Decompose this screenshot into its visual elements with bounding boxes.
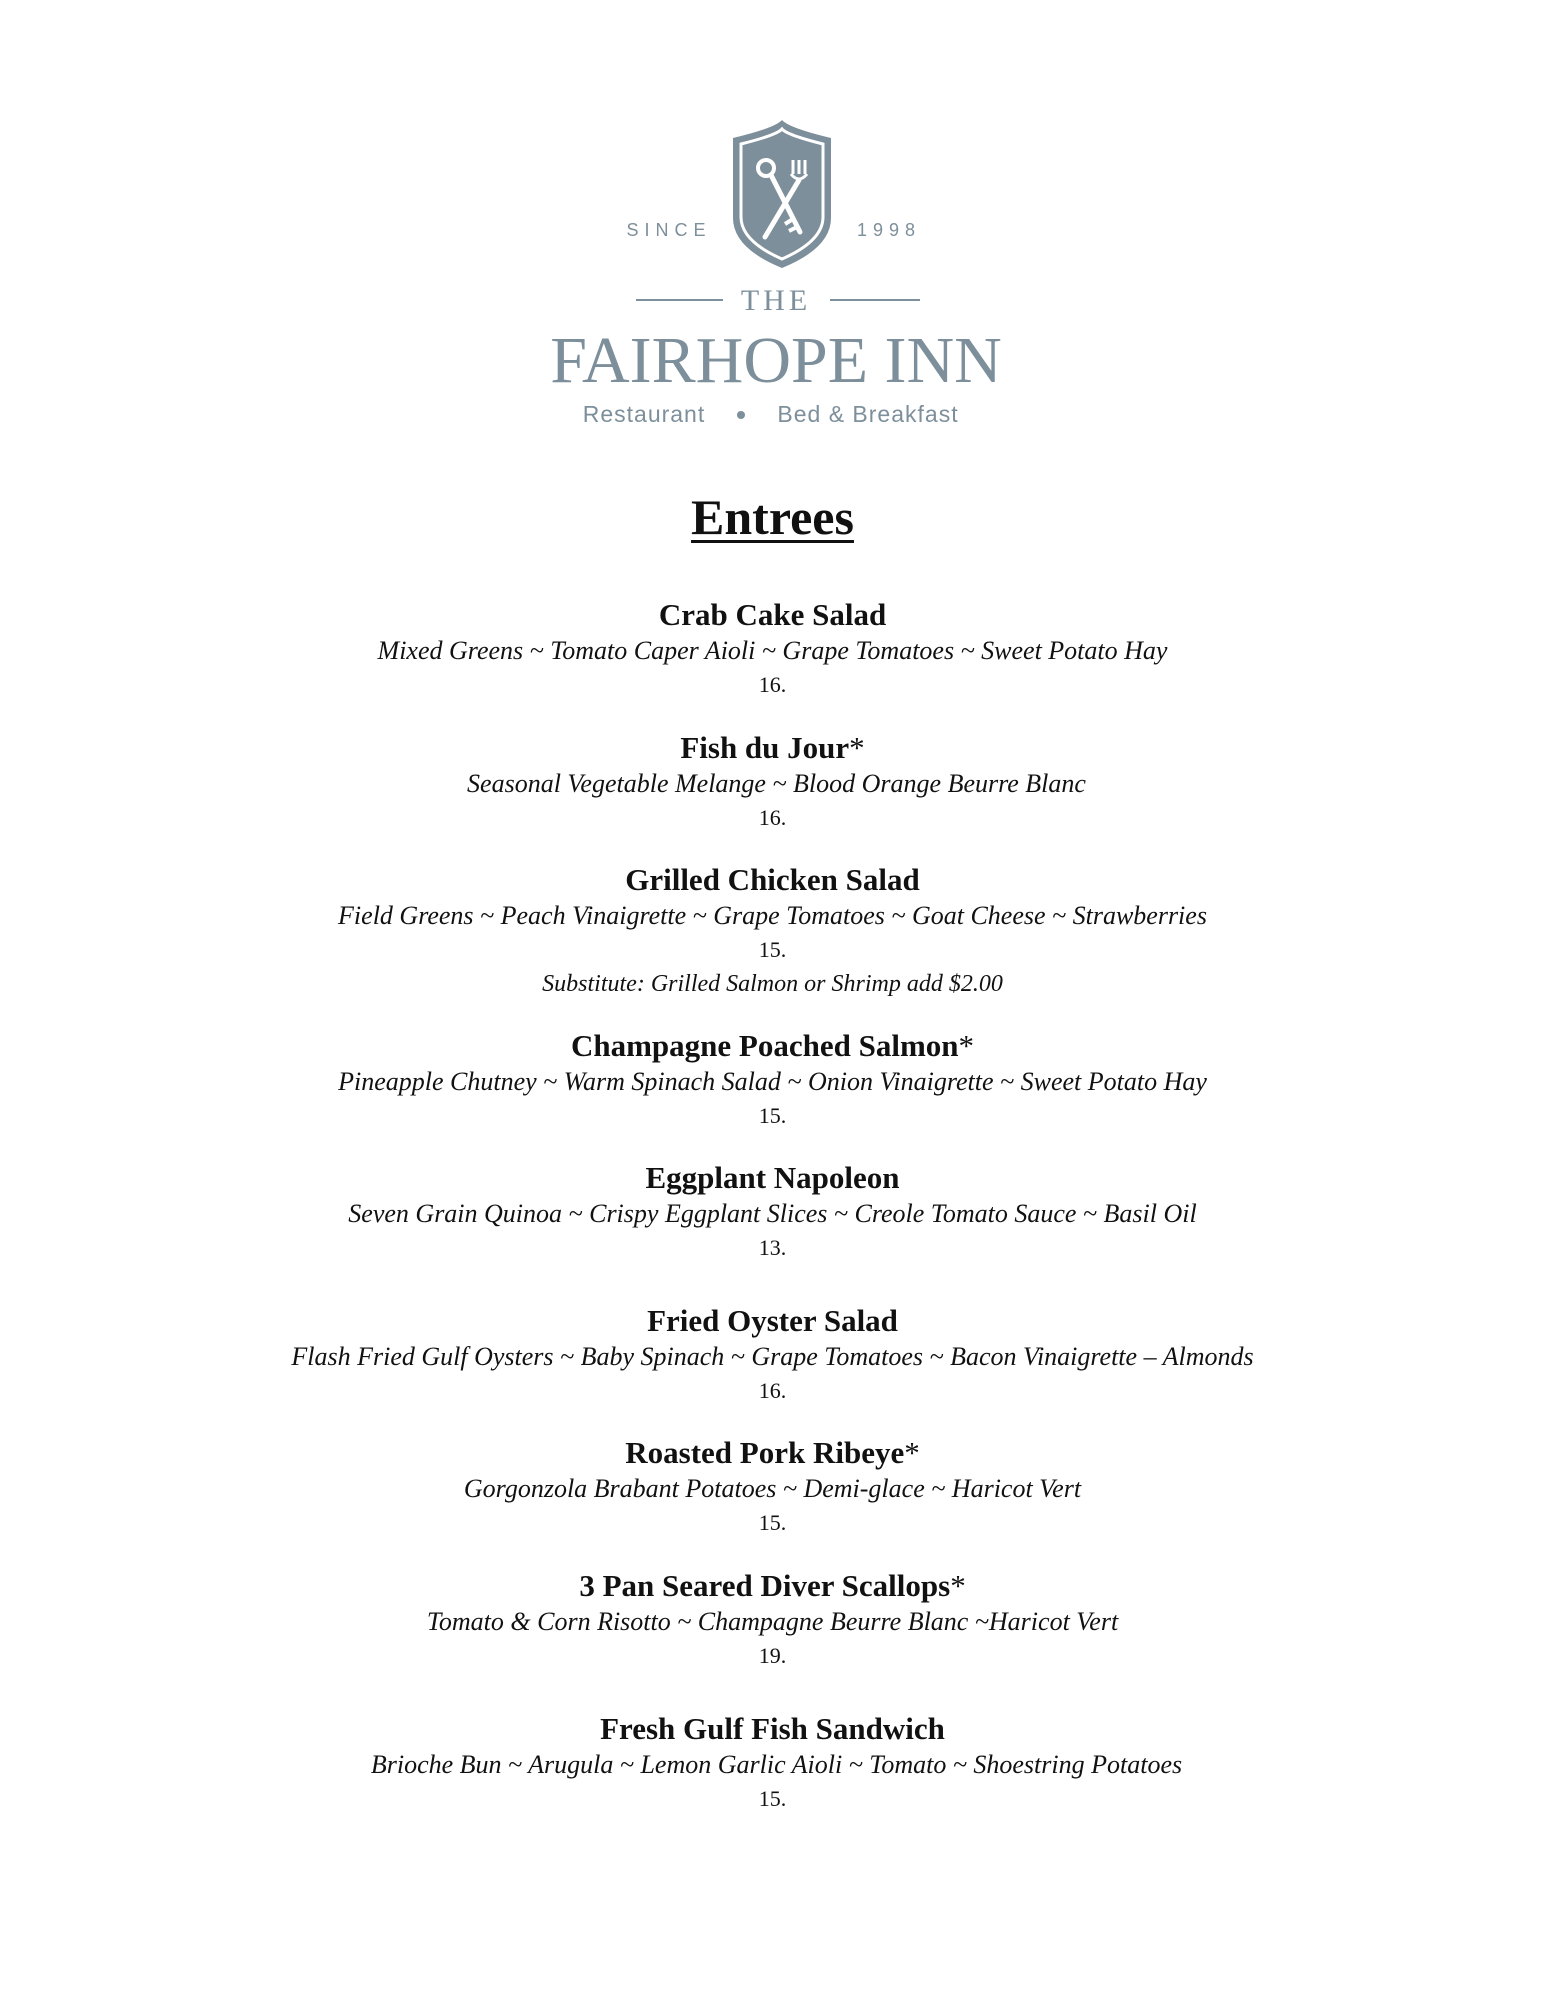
menu-item (0, 1159, 1545, 1265)
item-price: 13. (758, 1235, 787, 1260)
logo-tagline-left: Restaurant (582, 401, 706, 427)
logo-since-text: SINCE (626, 220, 712, 240)
key-and-fork-shield-icon (733, 120, 831, 268)
item-price: 19. (758, 1643, 787, 1668)
menu-item (0, 1027, 1545, 1133)
menu-item (0, 1434, 1545, 1540)
item-name: Fresh Gulf Fish Sandwich (600, 1711, 945, 1746)
item-description: Field Greens ~ Peach Vinaigrette ~ Grape Tomatoes ~ Goat Cheese ~ Strawberries (338, 901, 1207, 930)
item-description: Tomato & Corn Risotto ~ Champagne Beurre Blanc ~Haricot Vert (426, 1607, 1119, 1636)
item-price: 15. (758, 1103, 787, 1128)
logo-name-text: FAIRHOPE INN (550, 324, 1002, 397)
menu-item (0, 729, 1545, 835)
item-name: Fish du Jour* (680, 730, 865, 765)
item-price: 16. (758, 805, 787, 830)
page-title: Entrees (691, 489, 854, 545)
menu-item (0, 1567, 1545, 1673)
menu-item (0, 861, 1545, 1001)
item-description: Seven Grain Quinoa ~ Crispy Eggplant Slices ~ Creole Tomato Sauce ~ Basil Oil (348, 1199, 1197, 1228)
item-name: Roasted Pork Ribeye* (625, 1435, 920, 1470)
item-name: Grilled Chicken Salad (625, 862, 920, 897)
menu-item (0, 1710, 1545, 1816)
restaurant-logo (0, 120, 1545, 440)
item-price: 15. (758, 937, 787, 962)
logo-the-text: THE (740, 284, 812, 317)
logo-tagline-right: Bed & Breakfast (777, 401, 959, 427)
item-price: 15. (758, 1510, 787, 1535)
item-name: Fried Oyster Salad (647, 1303, 898, 1338)
item-price: 16. (758, 1378, 787, 1403)
item-description: Pineapple Chutney ~ Warm Spinach Salad ~ Onion Vinaigrette ~ Sweet Potato Hay (338, 1067, 1207, 1096)
item-price: 16. (758, 672, 787, 697)
item-name: 3 Pan Seared Diver Scallops* (579, 1568, 966, 1603)
logo-year-text: 1998 (856, 220, 922, 240)
logo-tagline-dot (737, 411, 745, 419)
item-description: Gorgonzola Brabant Potatoes ~ Demi-glace ~ Haricot Vert (463, 1474, 1082, 1503)
menu-item (0, 1302, 1545, 1408)
item-description: Brioche Bun ~ Arugula ~ Lemon Garlic Aioli ~ Tomato ~ Shoestring Potatoes (370, 1750, 1183, 1779)
item-description: Seasonal Vegetable Melange ~ Blood Orange Beurre Blanc (467, 769, 1086, 798)
item-name: Champagne Poached Salmon* (570, 1028, 975, 1063)
item-price: 15. (758, 1786, 787, 1811)
item-name: Crab Cake Salad (658, 597, 887, 632)
item-substitute-note: Substitute: Grilled Salmon or Shrimp add $2.00 (542, 971, 1003, 997)
item-name: Eggplant Napoleon (645, 1160, 900, 1195)
item-description: Mixed Greens ~ Tomato Caper Aioli ~ Grape Tomatoes ~ Sweet Potato Hay (377, 636, 1168, 665)
item-description: Flash Fried Gulf Oysters ~ Baby Spinach ~ Grape Tomatoes ~ Bacon Vinaigrette – Almonds (291, 1342, 1254, 1371)
menu-item (0, 596, 1545, 702)
